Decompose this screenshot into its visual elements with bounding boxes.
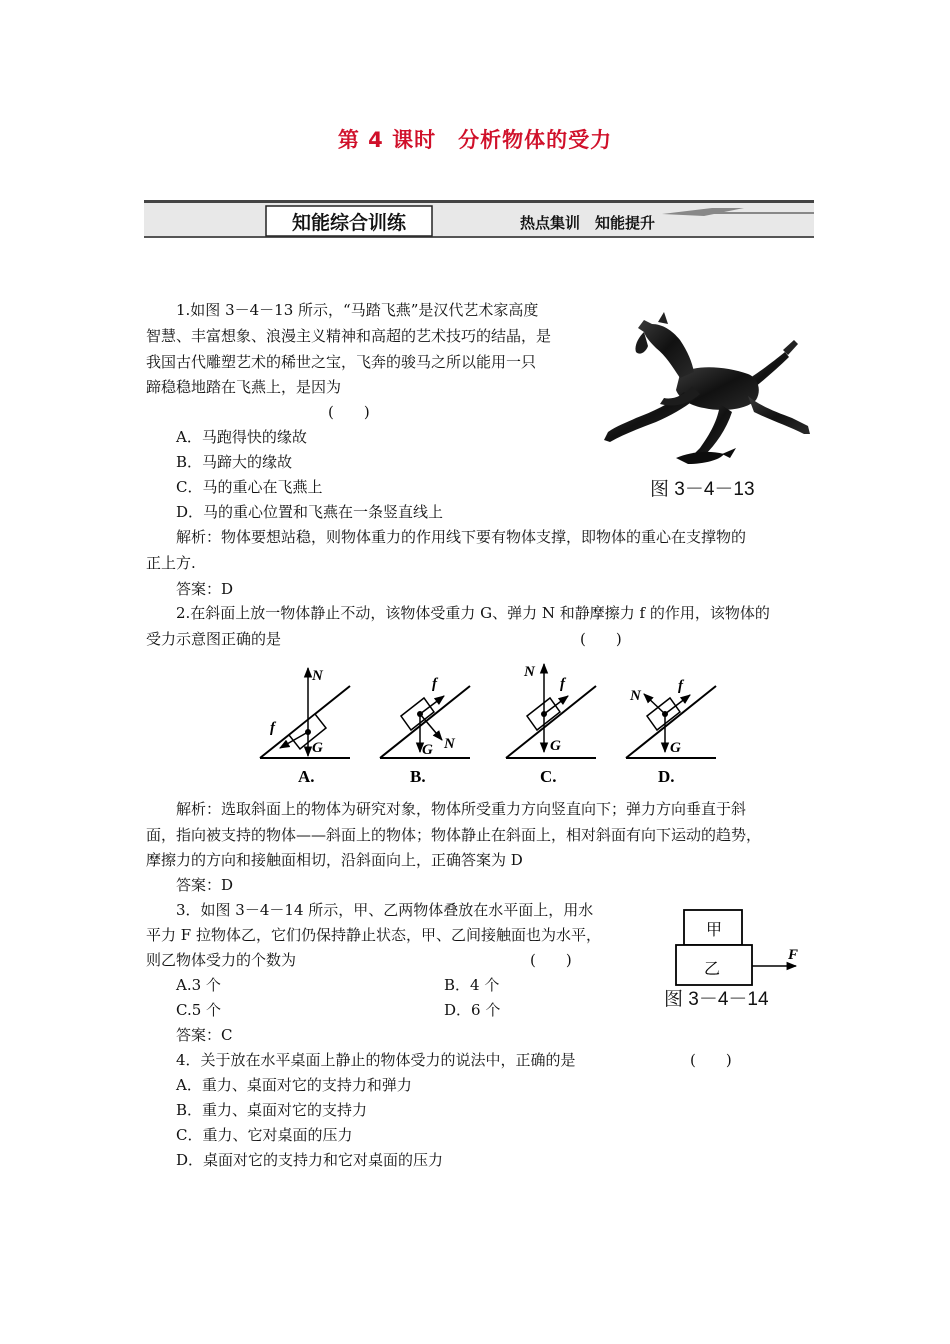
q2-answer: 答案：D [176,876,234,894]
stacked-blocks-figure [668,908,808,986]
q1-option-b: B．马蹄大的缘故 [176,453,293,471]
diagram-a-n-label: N [312,668,323,684]
galloping-horse-figure [600,308,812,472]
q3-line-2: 平力 F 拉物体乙，它们仍保持静止状态，甲、乙间接触面也为水平， [146,926,601,944]
q4-line: 4．关于放在水平桌面上静止的物体受力的说法中，正确的是 [176,1051,576,1069]
q1-option-a: A．马跑得快的缘故 [176,428,307,446]
diagram-c [506,664,596,786]
q2-line-1: 2.在斜面上放一物体静止不动，该物体受重力 G、弹力 N 和静摩擦力 f 的作用，该物体的 [176,604,770,622]
banner-right-label: 热点集训 知能提升 [520,214,656,232]
q3-option-b: B．4 个 [444,976,500,994]
figure-caption-3-4-14: 图 3－4－14 [664,989,769,1010]
q3-option-c: C.5 个 [176,1001,222,1019]
q1-answer: 答案：D [176,580,234,598]
q3-answer: 答案：C [176,1026,233,1044]
q1-line-2: 智慧、丰富想象、浪漫主义精神和高超的艺术技巧的结晶，是 [146,327,552,345]
section-banner [144,200,814,240]
block-top-label: 甲 [706,922,723,939]
diagram-b-f-label: f [432,676,437,692]
diagram-a [260,668,350,786]
diagram-d [626,678,716,786]
q3-option-d: D．6 个 [444,1001,501,1019]
q1-answer-paren: ( ) [328,403,370,421]
diagram-b-n-label: N [444,736,455,752]
diagram-c-f-label: f [560,676,565,692]
q4-option-d: D．桌面对它的支持力和它对桌面的压力 [176,1151,444,1169]
diagram-a-f-label: f [270,720,275,736]
q2-analysis-line-3: 摩擦力的方向和接触面相切，沿斜面向上，正确答案为 D [146,851,523,869]
q4-option-a: A．重力、桌面对它的支持力和弹力 [176,1076,412,1094]
q1-option-d: D．马的重心位置和飞燕在一条竖直线上 [176,503,444,521]
q3-option-a: A.3 个 [176,976,221,994]
diagram-d-g-label: G [670,740,681,756]
q2-analysis-line-1: 解析：选取斜面上的物体为研究对象，物体所受重力方向竖直向下；弹力方向垂直于斜 [176,800,747,818]
diagram-b [380,676,470,786]
q1-line-4: 蹄稳稳地踏在飞燕上，是因为 [146,378,342,396]
diagram-c-g-label: G [550,738,561,754]
q3-line-1: 3．如图 3－4－14 所示，甲、乙两物体叠放在水平面上，用水 [176,901,594,919]
page-title: 第 4 课时 分析物体的受力 [337,128,613,152]
diagram-d-n-label: N [630,688,641,704]
q1-line-3: 我国古代雕塑艺术的稀世之宝，飞奔的骏马之所以能用一只 [146,353,537,371]
q4-option-c: C．重力、它对桌面的压力 [176,1126,353,1144]
block-bottom-label: 乙 [704,961,721,978]
diagram-b-g-label: G [422,742,433,758]
q2-force-diagrams [250,660,790,790]
diagram-c-label: C. [540,767,557,786]
diagram-d-f-label: f [678,678,683,694]
diagram-a-label: A. [298,767,315,786]
q1-option-c: C．马的重心在飞燕上 [176,478,323,496]
diagram-a-g-label: G [312,740,323,756]
q1-analysis-line-1: 解析：物体要想站稳，则物体重力的作用线下要有物体支撑，即物体的重心在支撑物的 [176,528,747,546]
force-f-label: F [788,947,799,963]
figure-caption-3-4-13: 图 3－4－13 [650,479,755,500]
q3-line-3: 则乙物体受力的个数为 [146,951,297,969]
q4-option-b: B．重力、桌面对它的支持力 [176,1101,368,1119]
q3-answer-paren: ( ) [530,951,572,969]
diagram-c-n-label: N [524,664,535,680]
q1-analysis-line-2: 正上方. [146,554,196,572]
q2-answer-paren: ( ) [580,630,622,648]
banner-left-label: 知能综合训练 [291,212,406,234]
q2-analysis-line-2: 面，指向被支持的物体——斜面上的物体；物体静止在斜面上，相对斜面有向下运动的趋势， [146,826,762,844]
q2-line-2: 受力示意图正确的是 [146,630,282,648]
q1-line-1: 1.如图 3－4－13 所示，“马踏飞燕”是汉代艺术家高度 [176,301,539,319]
diagram-d-label: D. [658,767,675,786]
q4-answer-paren: ( ) [690,1051,732,1069]
diagram-b-label: B. [410,767,426,786]
